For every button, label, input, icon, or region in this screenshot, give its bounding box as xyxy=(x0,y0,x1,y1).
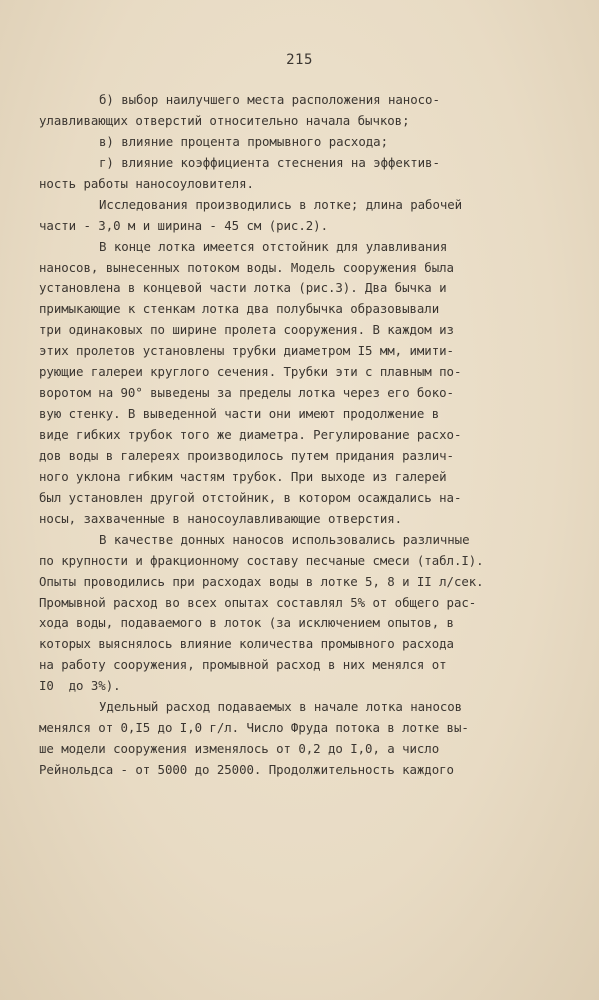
text-line: по крупности и фракционному составу песчаные смеси (табл.I). xyxy=(39,552,484,568)
text-line: вую стенку. В выведенной части они имеют продолжение в xyxy=(39,406,440,422)
text-line: примыкающие к стенкам лотка два полубычка образовывали xyxy=(39,301,440,317)
text-line: ность работы наносоуловителя. xyxy=(39,175,254,191)
text-line: установлена в концевой части лотка (рис.3). Два бычка и xyxy=(39,280,447,296)
text-line: улавливающих отверстий относительно начала бычков; xyxy=(39,112,410,128)
text-line: части - 3,0 м и ширина - 45 см (рис.2). xyxy=(39,217,328,233)
text-line: этих пролетов установлены трубки диаметром I5 мм, имити- xyxy=(39,343,454,359)
text-line: Опыты проводились при расходах воды в лотке 5, 8 и II л/сек. xyxy=(39,573,484,589)
text-line: на работу сооружения, промывной расход в них менялся от xyxy=(39,657,447,673)
text-line: Промывной расход во всех опытах составлял 5% от общего рас- xyxy=(39,594,477,610)
text-line: дов воды в галереях производилось путем придания различ- xyxy=(39,447,454,463)
text-line: наносов, вынесенных потоком воды. Модель сооружения была xyxy=(39,259,454,275)
text-line: В качестве донных наносов использовались различные xyxy=(99,531,470,547)
text-line: менялся от 0,I5 до I,0 г/л. Число Фруда потока в лотке вы- xyxy=(39,720,469,736)
text-line: б) выбор наилучшего места расположения наносо- xyxy=(99,92,440,107)
text-line: В конце лотка имеется отстойник для улавливания xyxy=(99,238,448,254)
page-number: 215 xyxy=(286,52,313,68)
text-line: воротом на 90° выведены за пределы лотка через его боко- xyxy=(39,385,454,401)
text-line: рующие галереи круглого сечения. Трубки эти с плавным по- xyxy=(39,364,462,380)
text-line: виде гибких трубок того же диаметра. Регулирование расхо- xyxy=(39,427,462,442)
text-line: был установлен другой отстойник, в котором осаждались на- xyxy=(39,489,462,505)
text-line: ного уклона гибким частям трубок. При выходе из галерей xyxy=(39,468,447,484)
text-line: Удельный расход подаваемых в начале лотка наносов xyxy=(99,699,463,715)
text-line: I0 до 3%). xyxy=(39,678,121,694)
text-line: г) влияние коэффициента стеснения на эффектив- xyxy=(99,154,440,170)
text-line: Исследования производились в лотке; длина рабочей xyxy=(99,196,463,212)
text-line: хода воды, подаваемого в лоток (за исключением опытов, в xyxy=(39,615,454,631)
text-line: носы, захваченные в наносоулавливающие отверстия. xyxy=(39,510,403,526)
text-line: три одинаковых по ширине пролета сооружения. В каждом из xyxy=(39,322,454,338)
text-line: которых выяснялось влияние количества промывного расхода xyxy=(39,636,454,652)
text-line: в) влияние процента промывного расхода; xyxy=(99,133,388,149)
text-line: ше модели сооружения изменялось от 0,2 до I,0, а число xyxy=(39,741,440,757)
body-text xyxy=(39,90,559,781)
text-line: Рейнольдса - от 5000 до 25000. Продолжительность каждого xyxy=(39,762,454,777)
